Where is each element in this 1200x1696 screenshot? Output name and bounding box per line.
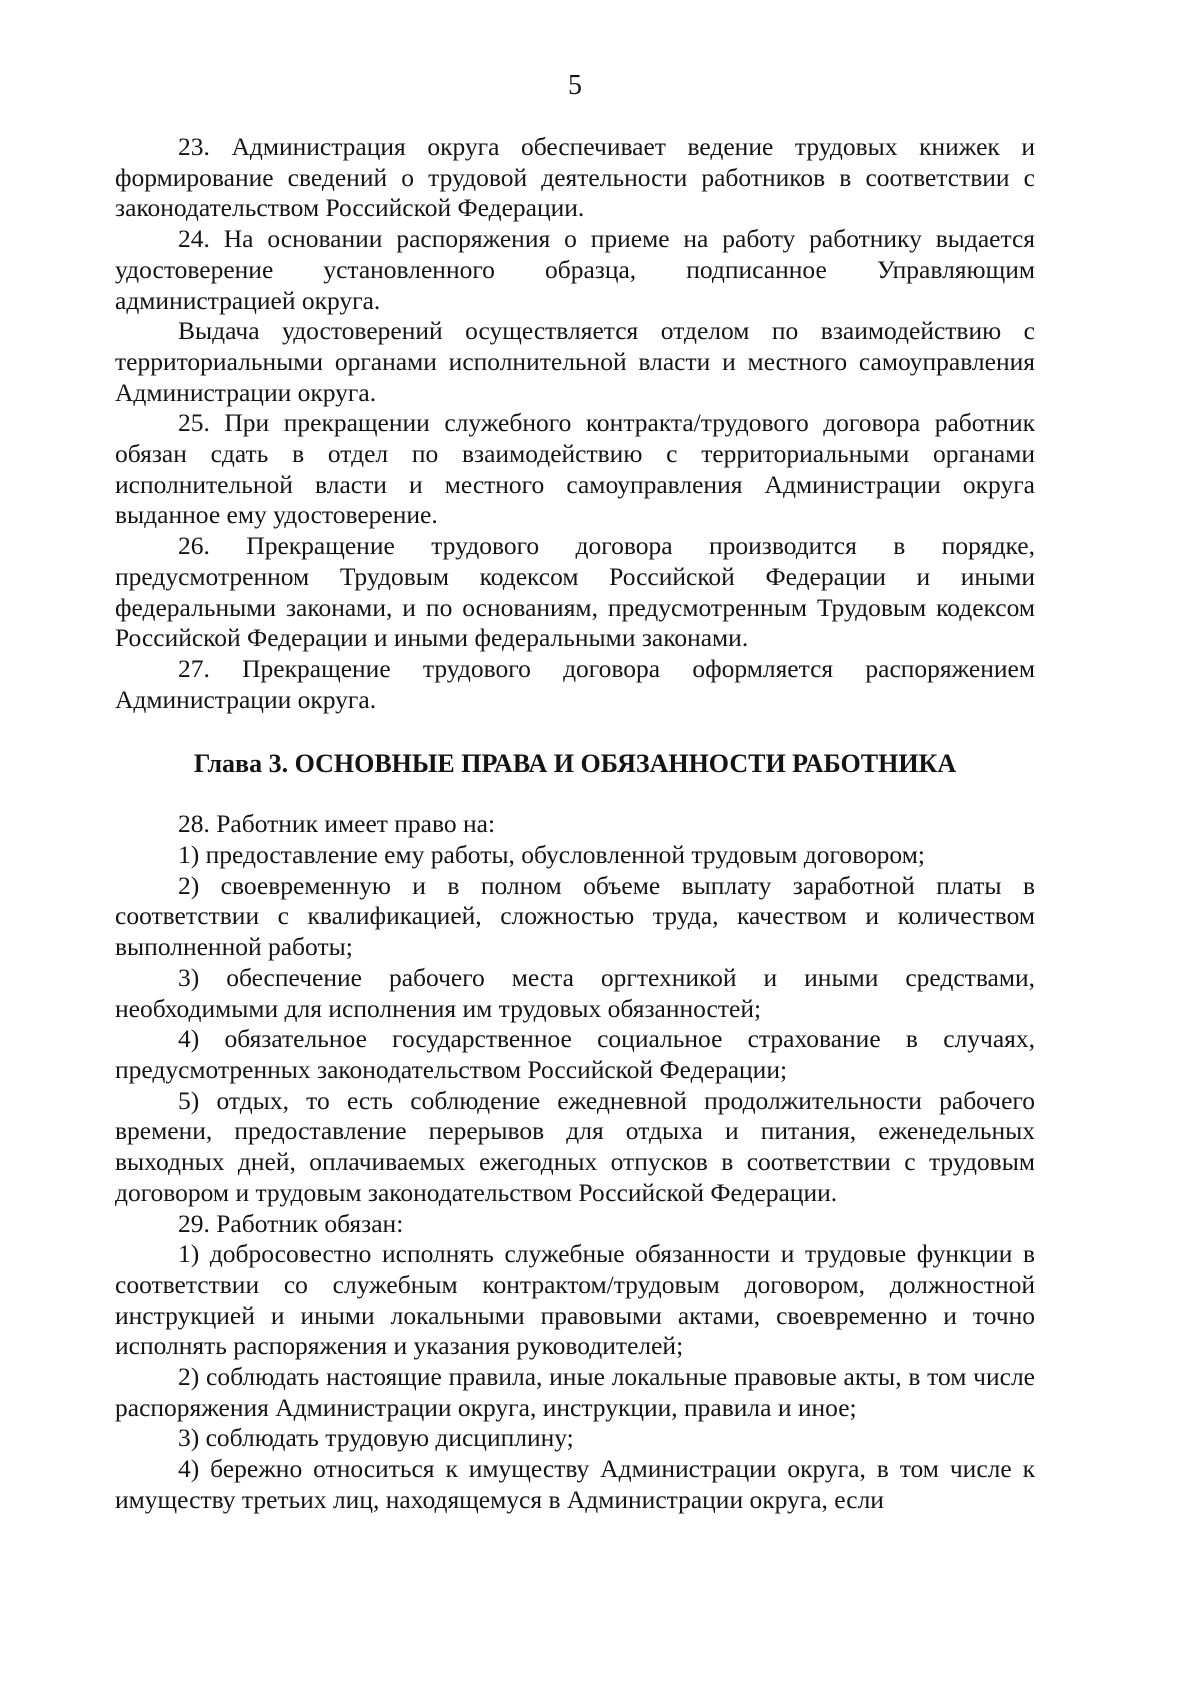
paragraph-28-item-1: 1) предоставление ему работы, обусловленной трудовым договором; <box>178 840 925 870</box>
paragraph-28-item-3: 3) обеспечение рабочего места оргтехникой и иными средствами, необходимыми для исполнения им трудовых обязанностей; <box>115 962 1035 1023</box>
paragraph-28-item-5: 5) отдых, то есть соблюдение ежедневной продолжительности рабочего времени, предоставление перерывов для отдыха и питания, еженедельных выходных дней, оплачиваемых ежегодных отпусков в соответствии с трудовым договором и трудовым законодательством Российской Федерации. <box>115 1085 1035 1207</box>
paragraph-29-item-3: 3) соблюдать трудовую дисциплину; <box>178 1423 574 1453</box>
paragraph-24-issuance: Выдача удостоверений осуществляется отделом по взаимодействию с территориальными органами исполнительной власти и местного самоуправления Администрации округа. <box>115 316 1035 407</box>
paragraph-28: 28. Работник имеет право на: <box>178 809 496 839</box>
paragraph-29-item-2: 2) соблюдать настоящие правила, иные локальные правовые акты, в том числе распоряжения Администрации округа, инструкции, правила и иное; <box>115 1362 1035 1422</box>
paragraph-29-item-1: 1) добросовестно исполнять служебные обязанности и трудовые функции в соответствии со служебным контрактом/трудовым договором, должностной инструкцией и иными локальными правовыми актами, своевременно и точно исполнять распоряжения и указания руководителей; <box>115 1239 1035 1361</box>
paragraph-23: 23. Администрация округа обеспечивает ведение трудовых книжек и формирование сведений о трудовой деятельности работников в соответствии с законодательством Российской Федерации. <box>115 132 1035 223</box>
document-page <box>115 70 1035 1516</box>
chapter-title: Глава 3. ОСНОВНЫЕ ПРАВА И ОБЯЗАННОСТИ РАБОТНИКА <box>193 749 957 779</box>
paragraph-29-item-4: 4) бережно относиться к имуществу Администрации округа, в том числе к имуществу третьих лиц, находящемуся в Администрации округа, если <box>115 1454 1035 1514</box>
paragraph-29: 29. Работник обязан: <box>178 1208 404 1238</box>
page-number: 5 <box>568 70 582 101</box>
paragraph-28-item-2: 2) своевременную и в полном объеме выплату заработной платы в соответствии с квалификацией, сложностью труда, качеством и количеством выполненной работы; <box>115 870 1035 962</box>
paragraph-26: 26. Прекращение трудового договора производится в порядке, предусмотренном Трудовым кодексом Российской Федерации и иными федеральными законами, и по основаниям, предусмотренным Трудовым кодексом Российской Федерации и иными федеральными законами. <box>115 531 1035 653</box>
paragraph-28-item-4: 4) обязательное государственное социальное страхование в случаях, предусмотренных законодательством Российской Федерации; <box>115 1024 1035 1084</box>
paragraph-27: 27. Прекращение трудового договора оформляется распоряжением Администрации округа. <box>115 653 1035 714</box>
paragraph-24: 24. На основании распоряжения о приеме на работу работнику выдается удостоверение установленного образца, подписанное Управляющим администрацией округа. <box>115 224 1035 315</box>
paragraph-25: 25. При прекращении служебного контракта/трудового договора работник обязан сдать в отдел по взаимодействию с территориальными органами исполнительной власти и местного самоуправления Администрации округа выданное ему удостоверение. <box>115 408 1035 530</box>
